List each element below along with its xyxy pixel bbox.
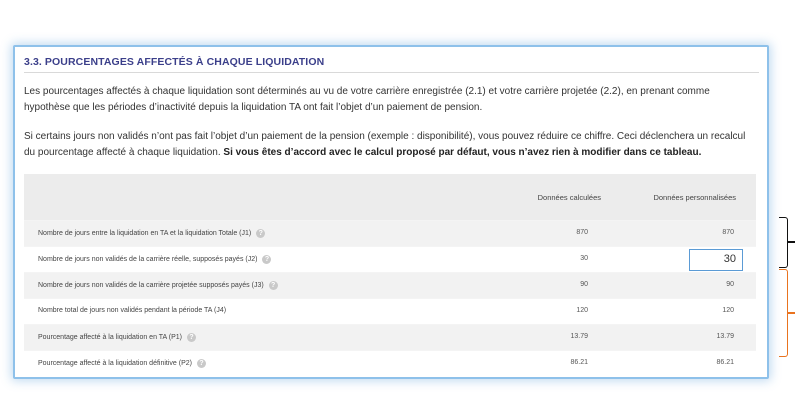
table-row-p1 [24, 324, 756, 350]
calculated-value-j2: 30 [580, 255, 588, 262]
row-label-p2 [38, 359, 206, 368]
row-label-j3-text: Nombre de jours non validés de la carrière projetée supposés payés (J3) [38, 282, 264, 289]
help-icon[interactable]: ? [256, 229, 265, 238]
instructions-paragraph [24, 129, 756, 161]
calculated-value-j3: 90 [580, 281, 588, 288]
personalized-value-j3: 90 [726, 281, 734, 288]
orange-bracket-annotation [779, 269, 788, 357]
row-label-j3 [38, 281, 278, 290]
calculated-value-p2: 86.21 [570, 359, 588, 366]
row-label-j2-text: Nombre de jours non validés de la carrière réelle, supposés payés (J2) [38, 256, 258, 263]
title-divider [24, 72, 759, 73]
j2-personalized-input[interactable]: 30 [689, 249, 743, 271]
personalized-value-p1: 13.79 [716, 333, 734, 340]
intro-paragraph: Les pourcentages affectés à chaque liquidation sont déterminés au vu de votre carrière enregistrée (2.1) et votre carrière projetée (2.2), en prenant comme hypothèse que les périodes d’inactivité depuis la liquidation TA ont fait l’objet d’un paiement de pension. [24, 86, 710, 113]
black-bracket-annotation [779, 217, 788, 268]
personalized-value-p2: 86.21 [716, 359, 734, 366]
section-panel [13, 45, 769, 379]
table-header [24, 174, 756, 220]
orange-bracket-tip [788, 312, 795, 314]
instructions-text: Si certains jours non validés n’ont pas fait l’objet d’un paiement de la pension (exemple : disponibilité), vous pouvez réduire ce chiffre. Ceci déclenchera un recalcul du pourcentage affecté à chaque liquidation. [24, 131, 746, 158]
row-label-p1-text: Pourcentage affecté à la liquidation en TA (P1) [38, 334, 182, 341]
personalized-value-j4: 120 [722, 307, 734, 314]
help-icon[interactable]: ? [269, 281, 278, 290]
row-label-p1 [38, 333, 196, 342]
section-title: 3.3. POURCENTAGES AFFECTÉS À CHAQUE LIQUIDATION [24, 56, 325, 68]
calculated-value-j4: 120 [576, 307, 588, 314]
help-icon[interactable]: ? [262, 255, 271, 264]
black-bracket-tip [788, 241, 795, 243]
help-icon[interactable]: ? [197, 359, 206, 368]
column-header-personalized: Données personnalisées [653, 193, 736, 202]
calculated-value-p1: 13.79 [570, 333, 588, 340]
row-label-j1 [38, 229, 265, 238]
personalized-value-j1: 870 [722, 229, 734, 236]
instructions-bold-text: Si vous êtes d’accord avec le calcul proposé par défaut, vous n’avez rien à modifier dans ce tableau. [223, 147, 702, 158]
row-label-j4-text: Nombre total de jours non validés pendant la période TA (J4) [38, 307, 227, 314]
help-icon[interactable]: ? [187, 333, 196, 342]
table-row-j3 [24, 272, 756, 298]
table-row-j1 [24, 220, 756, 246]
calculated-value-j1: 870 [576, 229, 588, 236]
percentages-table [24, 174, 756, 376]
column-header-calculated: Données calculées [537, 193, 601, 202]
row-label-j2 [38, 255, 271, 264]
row-label-j4 [38, 307, 226, 314]
table-row-j2 [24, 246, 756, 272]
row-label-p2-text: Pourcentage affecté à la liquidation définitive (P2) [38, 360, 192, 367]
table-row-j4 [24, 298, 756, 324]
row-label-j1-text: Nombre de jours entre la liquidation en TA et la liquidation Totale (J1) [38, 230, 252, 237]
table-row-p2 [24, 350, 756, 376]
